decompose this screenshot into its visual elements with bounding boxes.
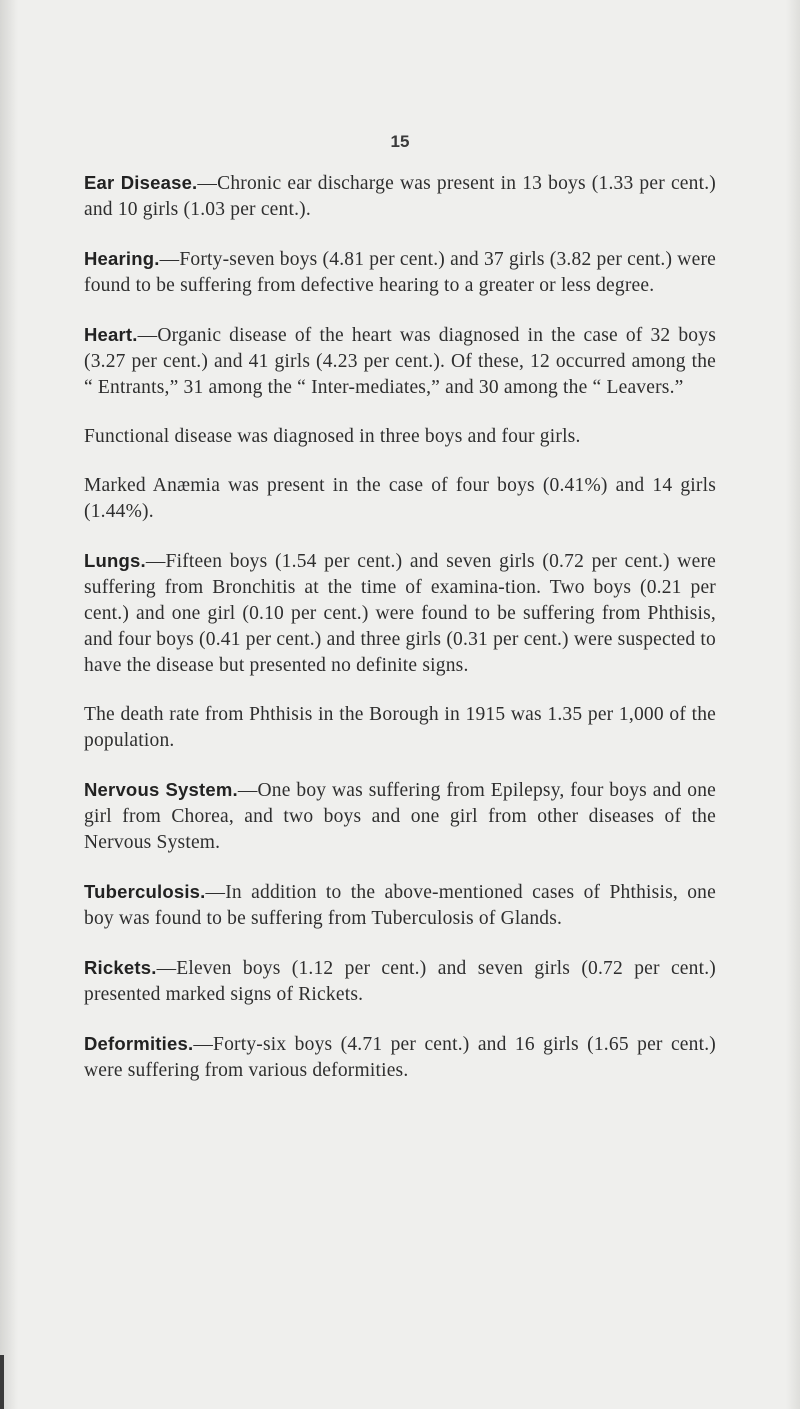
heading-deformities: Deformities. xyxy=(84,1033,194,1054)
page-number: 15 xyxy=(390,132,410,151)
paragraph-rickets xyxy=(84,955,716,1008)
paragraph-tuberculosis xyxy=(84,879,716,932)
paragraph-text: —Organic disease of the heart was diagnosed in the case of 32 boys (3.27 per cent.) and 41 girls (4.23 per cent.). Of these, 12 occurred among the “ Entrants,” 31 among the “ Inter-mediates,” and 30 among the “ Leavers.” xyxy=(84,325,716,398)
paragraph-death-rate xyxy=(84,702,716,754)
paragraph-text: —Eleven boys (1.12 per cent.) and seven girls (0.72 per cent.) presented marked signs of Rickets. xyxy=(84,958,716,1005)
paragraph-lungs xyxy=(84,548,716,679)
paragraph-functional-disease xyxy=(84,424,716,450)
paragraph-text: Functional disease was diagnosed in three boys and four girls. xyxy=(84,426,581,447)
paragraph-anaemia xyxy=(84,473,716,525)
paragraph-ear-disease xyxy=(84,170,716,223)
heading-rickets: Rickets. xyxy=(84,957,157,978)
paragraph-hearing xyxy=(84,246,716,299)
binding-mark xyxy=(0,1355,4,1409)
paragraph-text: Marked Anæmia was present in the case of four boys (0.41%) and 14 girls (1.44%). xyxy=(84,475,716,522)
heading-hearing: Hearing. xyxy=(84,248,160,269)
paragraph-text: —Fifteen boys (1.54 per cent.) and seven girls (0.72 per cent.) were suffering from Bronchitis at the time of examina-tion. Two boys (0.21 per cent.) and one girl (0.10 per cent.) were found to be suffering from Phthisis, and four boys (0.41 per cent.) and three girls (0.31 per cent.) were suspected to have the disease but presented no definite signs. xyxy=(84,551,716,676)
heading-lungs: Lungs. xyxy=(84,550,146,571)
paragraph-text: —In addition to the above-mentioned cases of Phthisis, one boy was found to be suffering from Tuberculosis of Glands. xyxy=(84,882,716,929)
heading-nervous-system: Nervous System. xyxy=(84,779,238,800)
paragraph-deformities xyxy=(84,1031,716,1084)
paragraph-heart xyxy=(84,322,716,401)
paragraph-text: —Forty-six boys (4.71 per cent.) and 16 girls (1.65 per cent.) were suffering from various deformities. xyxy=(84,1034,716,1081)
page-edge-shadow-right xyxy=(786,0,800,1409)
heading-ear-disease: Ear Disease. xyxy=(84,172,198,193)
heading-tuberculosis: Tuberculosis. xyxy=(84,881,206,902)
heading-heart: Heart. xyxy=(84,324,138,345)
paragraph-text: —Chronic ear discharge was present in 13 boys (1.33 per cent.) and 10 girls (1.03 per cent.). xyxy=(84,173,716,220)
page-edge-shadow-left xyxy=(0,0,18,1409)
paragraph-text: —Forty-seven boys (4.81 per cent.) and 37 girls (3.82 per cent.) were found to be suffering from defective hearing to a greater or less degree. xyxy=(84,249,716,296)
paragraph-text: The death rate from Phthisis in the Borough in 1915 was 1.35 per 1,000 of the population. xyxy=(84,704,716,751)
paragraph-nervous-system xyxy=(84,777,716,856)
paragraph-text: —One boy was suffering from Epilepsy, four boys and one girl from Chorea, and two boys and one girl from other diseases of the Nervous System. xyxy=(84,780,716,853)
document-body xyxy=(84,170,716,1107)
